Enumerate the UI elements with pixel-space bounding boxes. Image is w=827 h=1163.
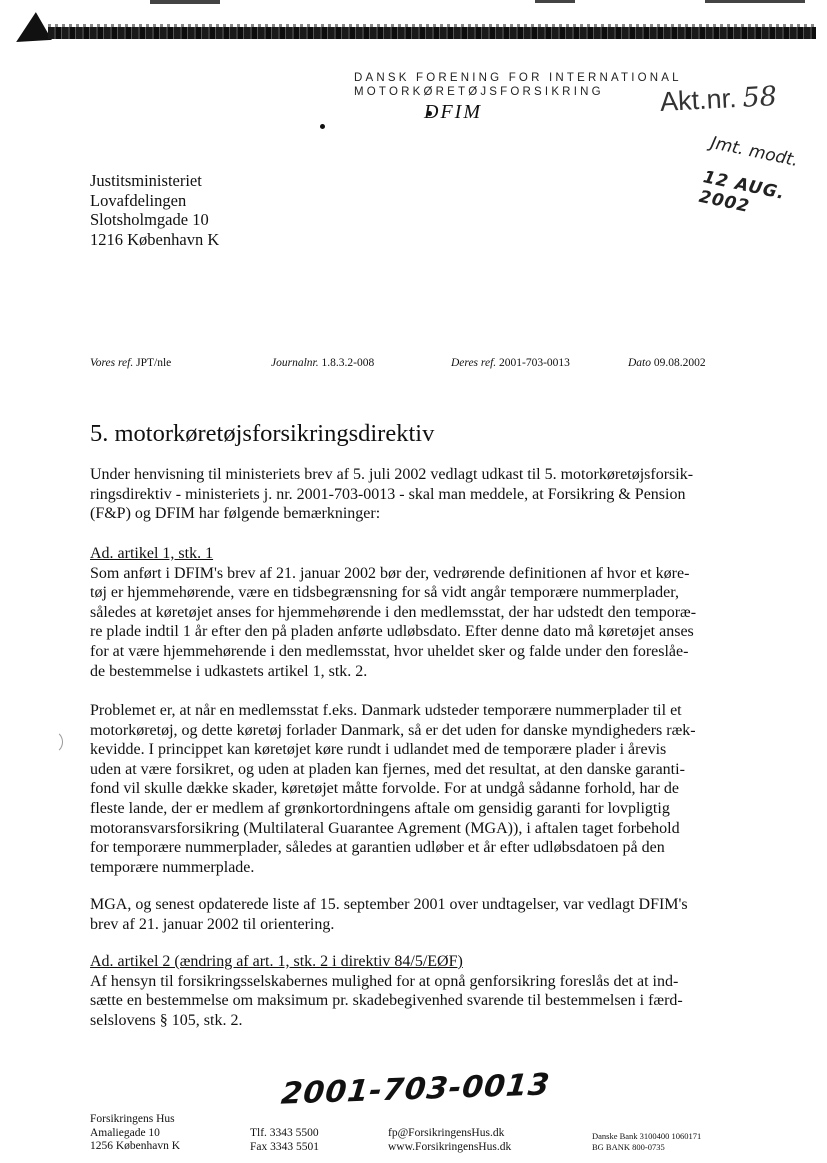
section-heading: Ad. artikel 1, stk. 1 bbox=[90, 545, 214, 562]
mga-paragraph bbox=[90, 895, 740, 934]
org-line-2: MOTORKØRETØJSFORSIKRING bbox=[354, 86, 604, 98]
section-heading: Ad. artikel 2 (ændring af art. 1, stk. 2 i direktiv 84/5/EØF) bbox=[90, 953, 463, 970]
section-article-1 bbox=[90, 544, 740, 681]
your-reference-value: 2001-703-0013 bbox=[499, 357, 570, 369]
scan-edge-mark bbox=[705, 0, 805, 3]
received-date-stamp: 12 AUG. 2002 bbox=[697, 167, 787, 218]
recipient-line: Lovafdelingen bbox=[90, 190, 187, 210]
text-line: de bestemmelse i udkastets artikel 1, stk. 2. bbox=[90, 662, 368, 680]
organization-name bbox=[354, 71, 682, 99]
text-line: motorkøretøj, og dette køretøj forlader Danmark, så er det uden for danske myndigheders ræk- bbox=[90, 721, 696, 739]
text-line: selslovens § 105, stk. 2. bbox=[90, 1011, 243, 1029]
case-number-stamp bbox=[659, 81, 777, 118]
our-reference-value: JPT/nle bbox=[136, 357, 172, 369]
footer-bank bbox=[592, 1131, 701, 1153]
journal-label: Journalnr. bbox=[271, 357, 319, 369]
text-line: kevidde. I princippet kan køretøjet køre rundt i udlandet med de temporære plader i årevis bbox=[90, 741, 667, 759]
text-line: ringsdirektiv - ministeriets j. nr. 2001-703-0013 - skal man meddele, at Forsikring & Pension bbox=[90, 485, 686, 503]
scan-edge-mark bbox=[535, 0, 575, 3]
bank-giro: BG BANK 800-0735 bbox=[592, 1142, 665, 1152]
text-line: brev af 21. januar 2002 til orientering. bbox=[90, 915, 335, 933]
text-line: Under henvisning til ministeriets brev af 5. juli 2002 vedlagt udkast til 5. motorkøretøjsforsik- bbox=[90, 466, 694, 483]
scan-edge-mark bbox=[150, 0, 220, 4]
recipient-line: Slotsholmgade 10 bbox=[90, 210, 209, 229]
text-line: re plade indtil 1 år efter den på pladen anførte udløbsdato. Efter denne dato må køretøjet anses bbox=[90, 623, 694, 641]
fax-header-bar-top bbox=[48, 24, 816, 27]
your-reference-label: Deres ref. bbox=[451, 357, 497, 369]
bank-account: Danske Bank 3100400 1060171 bbox=[592, 1131, 702, 1141]
text-line: tøj er hjemmehørende, være en tidsbegrænsning for så vidt angår temporære nummerplader, bbox=[90, 584, 679, 602]
date-value: 09.08.2002 bbox=[653, 357, 706, 369]
text-line: MGA, og senest opdaterede liste af 15. september 2001 over undtagelser, var vedlagt DFIM's bbox=[90, 896, 688, 913]
our-reference bbox=[90, 357, 171, 369]
fax-corner-mark bbox=[8, 12, 52, 56]
fax-number: Fax 3343 5501 bbox=[250, 1140, 319, 1153]
footer-contact bbox=[388, 1127, 511, 1154]
footer-address-line: Forsikringens Hus bbox=[90, 1113, 175, 1125]
phone-number: Tlf. 3343 5500 bbox=[250, 1127, 319, 1139]
footer-address-line: 1256 København K bbox=[90, 1140, 181, 1152]
intro-paragraph bbox=[90, 465, 740, 524]
org-short-name: DFIM bbox=[424, 101, 482, 123]
section-article-2 bbox=[90, 952, 740, 1030]
akt-number: 58 bbox=[741, 80, 778, 114]
text-line: sætte en bestemmelse om maksimum pr. skadebegivenhed svarende til bestemmelsen i færd- bbox=[90, 992, 683, 1010]
text-line: for temporære nummerplader, således at garantien udløber et år efter udløbsdatoen på den bbox=[90, 839, 665, 857]
text-line: Som anført i DFIM's brev af 21. januar 2002 bør der, vedrørende definitionen af hvor et køre- bbox=[90, 564, 690, 582]
text-line: således at køretøjet anses for hjemmehørende i den medlemsstat, der har udstedt den temporæ- bbox=[90, 603, 697, 621]
footer-address bbox=[90, 1113, 180, 1154]
text-line: fond vil skulle dække skader, køretøjet måtte forvolde. For at undgå sådanne forhold, har de bbox=[90, 780, 679, 798]
margin-bracket-mark bbox=[44, 730, 63, 754]
footer-phone bbox=[250, 1127, 319, 1154]
org-line-1: DANSK FORENING FOR INTERNATIONAL bbox=[354, 72, 682, 84]
our-reference-label: Vores ref. bbox=[90, 357, 134, 369]
text-line: Problemet er, at når en medlemsstat f.eks. Danmark udsteder temporære nummerplader til et bbox=[90, 702, 682, 719]
text-line: temporære nummerplade. bbox=[90, 858, 255, 876]
handwritten-case-number: 2001-703-0013 bbox=[279, 1067, 552, 1112]
text-line: uden at være forsikret, og uden at pladen kan fjernes, med det resultat, at den danske garanti- bbox=[90, 760, 685, 778]
text-line: Af hensyn til forsikringsselskabernes mulighed for at opnå genforsikring foreslås det at ind- bbox=[90, 972, 679, 990]
document-title: 5. motorkøretøjsforsikringsdirektiv bbox=[90, 420, 435, 447]
date-label: Dato bbox=[628, 357, 651, 369]
journal-number bbox=[271, 357, 374, 369]
recipient-address bbox=[90, 171, 219, 249]
bullet-dot bbox=[320, 124, 325, 129]
problem-paragraph bbox=[90, 701, 740, 877]
journal-value: 1.8.3.2-008 bbox=[321, 357, 375, 369]
recipient-line: Justitsministeriet bbox=[90, 171, 202, 190]
letter-date bbox=[628, 357, 706, 369]
akt-label: Akt.nr. bbox=[659, 83, 738, 118]
footer-address-line: Amaliegade 10 bbox=[90, 1126, 160, 1139]
your-reference bbox=[451, 357, 570, 369]
text-line: fleste lande, der er medlem af grønkortordningens aftale om gensidig garanti for lovpligtig bbox=[90, 799, 670, 817]
text-line: motoransvarsforsikring (Multilateral Guarantee Agrement (MGA)), i aftalen taget forbehold bbox=[90, 819, 680, 837]
recipient-line: 1216 København K bbox=[90, 229, 220, 249]
text-line: (F&P) og DFIM har følgende bemærkninger: bbox=[90, 505, 381, 523]
email-address: fp@ForsikringensHus.dk bbox=[388, 1127, 505, 1139]
received-label-stamp: Jmt. modt. bbox=[708, 132, 800, 172]
website-address: www.ForsikringensHus.dk bbox=[388, 1140, 512, 1153]
text-line: for at være hjemmehørende i den medlemsstat, hvor uheldet sker og falde under den foreslåe- bbox=[90, 642, 689, 660]
